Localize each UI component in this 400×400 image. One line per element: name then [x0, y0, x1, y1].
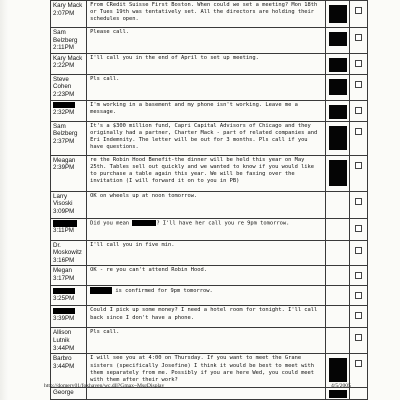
- redaction-column: [325, 100, 349, 121]
- sender-time: 3:44PM: [53, 344, 75, 352]
- sender-cell: [51, 306, 87, 328]
- table-row: [51, 191, 368, 218]
- checkbox-cell[interactable]: [349, 74, 367, 100]
- message-text: I'm working in a basement and my phone isn't working. Leave me a message.: [87, 100, 326, 121]
- message-text: OK - re you can't attend Robin Hood.: [87, 266, 326, 286]
- checkbox-cell[interactable]: [349, 191, 367, 218]
- message-text: I'll call you in the end of April to set up meeting.: [87, 53, 326, 74]
- row-checkbox[interactable]: [355, 7, 362, 14]
- table-row: [51, 121, 368, 155]
- sender-name: Sam Belzberg: [53, 122, 78, 138]
- footer-date: 4/5/2005: [331, 383, 351, 389]
- table-row: [51, 100, 368, 121]
- sender-time: 2:37PM: [53, 137, 75, 145]
- sender-time: 3:25PM: [53, 294, 75, 302]
- redacted-inline-name: [132, 220, 156, 226]
- sender-cell: [51, 218, 87, 240]
- table-row: [51, 240, 368, 266]
- sender-time: 3:16PM: [53, 256, 75, 264]
- sender-name: Sam Belzberg: [53, 29, 78, 44]
- sender-time: 2:32PM: [53, 109, 75, 117]
- message-text: [87, 218, 326, 240]
- checkbox-cell[interactable]: [349, 121, 367, 155]
- redaction-box: [329, 126, 347, 150]
- sender-name: Kary Mack: [53, 54, 83, 62]
- message-text: re the Robin Hood Benefit-the dinner will be held this year on May 25th. Tables sell out quickly and we wanted to know if you would like to purchase a table again this year. We will be faxing over the invitation (I will forward it on to you in PB): [87, 155, 326, 191]
- sender-time: 2:23PM: [53, 90, 75, 98]
- sender-cell: [51, 28, 87, 54]
- checkbox-cell[interactable]: [349, 155, 367, 191]
- redaction-column: [325, 328, 349, 354]
- checkbox-cell[interactable]: [349, 286, 367, 306]
- checkbox-cell[interactable]: [349, 240, 367, 266]
- row-checkbox[interactable]: [355, 128, 362, 135]
- redacted-sender: [53, 102, 75, 108]
- table-row: [51, 306, 368, 328]
- sender-time: 3:44PM: [53, 362, 75, 370]
- redaction-column: [325, 218, 349, 240]
- table-row: [51, 218, 368, 240]
- row-checkbox[interactable]: [355, 34, 362, 41]
- row-checkbox[interactable]: [355, 198, 362, 205]
- redaction-column: [325, 191, 349, 218]
- message-text: It's a $300 million fund, Capri Capital Advisors of Chicago and they originally had a partner, Charter Mack - part of related companies and Eri Indemnity. The letter will be out for 3 months. Pls call if you have questions.: [87, 121, 326, 155]
- row-checkbox[interactable]: [355, 292, 362, 299]
- message-text-after: is confirmed for 9pm tomorrow.: [112, 288, 213, 295]
- row-checkbox[interactable]: [355, 334, 362, 341]
- message-text: I'll call you in five min.: [87, 240, 326, 266]
- sender-cell: [51, 266, 87, 286]
- row-checkbox[interactable]: [355, 360, 362, 367]
- sender-time: 3:17PM: [53, 274, 75, 282]
- redaction-column: [325, 240, 349, 266]
- redaction-column: [325, 53, 349, 74]
- redacted-sender: [53, 220, 77, 227]
- checkbox-cell[interactable]: [349, 28, 367, 54]
- sender-cell: [51, 286, 87, 306]
- sender-name: Steve Cohen: [53, 75, 72, 91]
- redaction-box: [329, 79, 347, 95]
- row-checkbox[interactable]: [355, 60, 362, 67]
- sender-cell: [51, 121, 87, 155]
- sender-time: 3:11PM: [53, 227, 74, 235]
- sender-cell: [51, 74, 87, 100]
- sender-name: Barbro: [53, 355, 72, 363]
- table-row: [51, 1, 368, 28]
- checkbox-cell[interactable]: [349, 306, 367, 328]
- message-text: I will see you at 4:00 on Thursday. If you want to meet the Grane sisters (specifically Josefine) I think it would be best to meet with them separately from me. Possibly if you are here Wed, you could meet with them after their work?: [87, 354, 326, 388]
- redaction-box: [329, 105, 347, 119]
- sender-cell: [51, 388, 87, 400]
- redaction-column: [325, 155, 349, 191]
- table-row: [51, 388, 368, 400]
- sender-cell: [51, 53, 87, 74]
- scan-edge-shadow: [0, 0, 8, 400]
- sender-time: 2:07PM: [53, 9, 75, 17]
- sender-name: Dr. Moskowitz: [53, 241, 82, 257]
- footer-url: http://domerv01/foxhaven/wc.dll?Gmax~MsgDisplay: [44, 383, 165, 389]
- redaction-box: [329, 358, 347, 382]
- sender-name: Kary Mack: [53, 2, 83, 9]
- sender-time: 2:11PM: [53, 44, 74, 52]
- message-text: [87, 388, 326, 400]
- checkbox-cell[interactable]: [349, 218, 367, 240]
- checkbox-cell[interactable]: [349, 388, 367, 400]
- row-checkbox[interactable]: [355, 107, 362, 114]
- redacted-sender: [53, 308, 75, 314]
- sender-cell: [51, 100, 87, 121]
- sender-cell: [51, 1, 87, 28]
- checkbox-cell[interactable]: [349, 100, 367, 121]
- redaction-box: [329, 5, 347, 23]
- table-row: [51, 286, 368, 306]
- sender-cell: [51, 328, 87, 354]
- table-row: [51, 328, 368, 354]
- redacted-inline-name: [90, 287, 112, 294]
- row-checkbox[interactable]: [355, 312, 362, 319]
- sender-name: Meagan: [53, 156, 76, 164]
- table-row: [51, 74, 368, 100]
- row-checkbox[interactable]: [355, 162, 362, 169]
- table-row: [51, 266, 368, 286]
- redaction-column: [325, 286, 349, 306]
- redaction-column: [325, 1, 349, 28]
- redaction-box: [329, 390, 347, 398]
- message-text-after: ? I'll have her call you re 9pm tomorrow.: [156, 220, 290, 227]
- message-text: [87, 286, 326, 306]
- message-log-table: [50, 0, 368, 400]
- message-text: OK on wheels up at noon tomorrow.: [87, 191, 326, 218]
- redaction-box: [329, 58, 347, 72]
- redaction-column: [325, 266, 349, 286]
- sender-cell: [51, 240, 87, 266]
- checkbox-cell[interactable]: [349, 1, 367, 28]
- sender-name: Larry Visoski: [53, 192, 73, 208]
- row-checkbox[interactable]: [355, 247, 362, 254]
- checkbox-cell[interactable]: [349, 266, 367, 286]
- redaction-column: [325, 74, 349, 100]
- row-checkbox[interactable]: [355, 272, 362, 279]
- sender-name: Megan: [53, 267, 72, 275]
- redaction-column: [325, 121, 349, 155]
- sender-cell: [51, 155, 87, 191]
- redaction-column: [325, 306, 349, 328]
- redaction-box: [329, 160, 347, 186]
- message-text: Pls call.: [87, 74, 326, 100]
- sender-name: George: [53, 389, 74, 397]
- redaction-box: [329, 32, 347, 46]
- sender-cell: [51, 191, 87, 218]
- checkbox-cell[interactable]: [349, 328, 367, 354]
- message-text: Please call.: [87, 28, 326, 54]
- redacted-sender: [53, 288, 75, 294]
- sender-time: 3:09PM: [53, 207, 75, 215]
- table-row: [51, 155, 368, 191]
- sender-time: 2:22PM: [53, 62, 75, 70]
- sender-name: Allison Lutnik: [53, 329, 72, 344]
- row-checkbox[interactable]: [355, 81, 362, 88]
- message-text: Pls call.: [87, 328, 326, 354]
- message-text: Could I pick up some money? I need a hotel room for tonight. I'll call back since I don't have a phone.: [87, 306, 326, 328]
- checkbox-cell[interactable]: [349, 53, 367, 74]
- checkbox-cell[interactable]: [349, 354, 367, 388]
- sender-time: 3:39PM: [53, 314, 75, 322]
- sender-time: 2:39PM: [53, 164, 75, 172]
- redaction-column: [325, 28, 349, 54]
- table-row: [51, 53, 368, 74]
- row-checkbox[interactable]: [355, 225, 362, 232]
- message-text: From CRedit Suisse First Boston. When could we set a meeting? Mon 18th or Tues 19th was tentatively set. All the directors are holding their schedules open.: [87, 1, 326, 28]
- redaction-column: [325, 388, 349, 400]
- message-text-before: Did you mean: [90, 220, 130, 227]
- table-row: [51, 28, 368, 54]
